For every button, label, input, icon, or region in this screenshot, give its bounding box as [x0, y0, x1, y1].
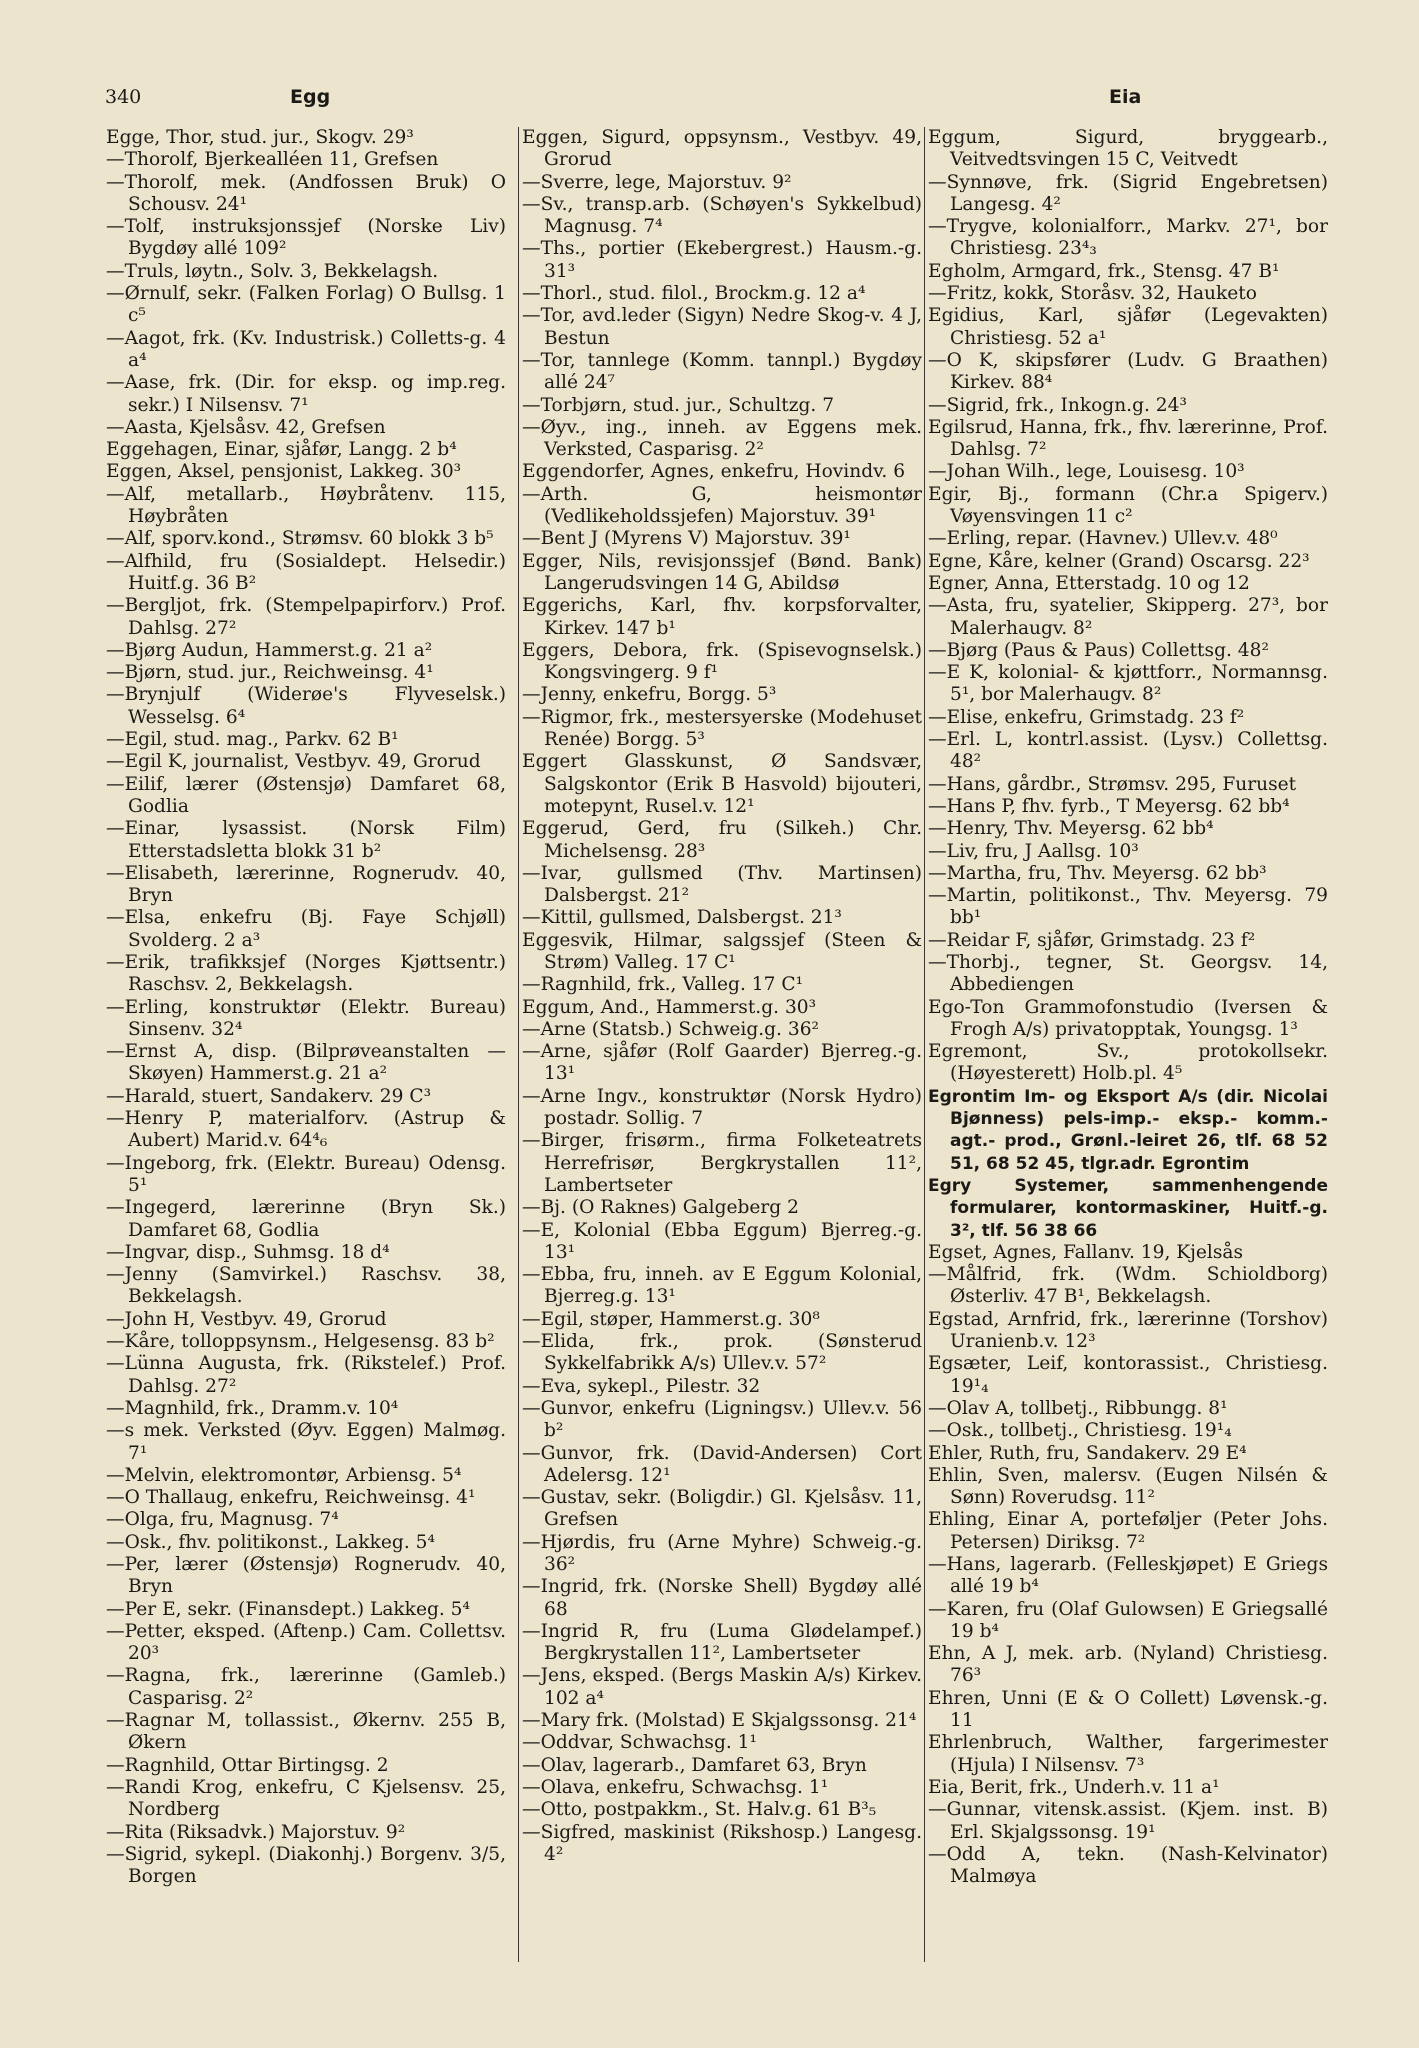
- directory-entry: —Olav A, tollbetj., Ribbungg. 8¹: [928, 1397, 1228, 1419]
- directory-entry: —Tolf, instruksjonssjef (Norske Liv) Bygdøy allé 109²: [106, 216, 506, 260]
- directory-entry: —Ivar, gullsmed (Thv. Martinsen) Dalsbergst. 21²: [522, 862, 922, 907]
- directory-entry: —Målfrid, frk. (Wdm. Schioldborg) Østerliv. 47 B¹, Bekkelagsh.: [928, 1264, 1328, 1308]
- directory-entry: Eggesvik, Hilmar, salgssjef (Steen & Strøm) Valleg. 17 C¹: [522, 929, 922, 973]
- directory-entry: —Gunnar, vitensk.assist. (Kjem. inst. B) Erl. Skjalgssonsg. 19¹: [928, 1799, 1328, 1843]
- directory-entry: Egger, Nils, revisjonssjef (Bønd. Bank) Langerudsvingen 14 G, Abildsø: [522, 550, 922, 594]
- column-3: [924, 127, 1328, 1962]
- directory-entry: —Eva, sykepl., Pilestr. 32: [522, 1375, 761, 1397]
- directory-entry: —Osk., fhv. politikonst., Lakkeg. 5⁴: [106, 1531, 435, 1553]
- directory-entry: —Hjørdis, fru (Arne Myhre) Schweig.-g. 36²: [522, 1531, 922, 1575]
- directory-entry: Egir, Bj., formann (Chr.a Spigerv.) Vøyensvingen 11 c²: [928, 483, 1328, 528]
- directory-entry: —Rita (Riksadvk.) Majorstuv. 9²: [106, 1821, 406, 1843]
- directory-entry: —Einar, lysassist. (Norsk Film) Etterstadsletta blokk 31 b²: [106, 818, 506, 862]
- directory-entry: —Ingrid R, fru (Luma Glødelampef.) Bergkrystallen 11², Lambertseter: [522, 1620, 922, 1665]
- directory-entry: —O Thallaug, enkefru, Reichweinsg. 4¹: [106, 1487, 476, 1509]
- directory-entry: —Ørnulf, sekr. (Falken Forlag) O Bullsg. 1 c⁵: [106, 283, 506, 327]
- column-2: [518, 127, 922, 1962]
- directory-entry: Egstad, Arnfrid, frk., lærerinne (Torshov) Uranienb.v. 12³: [928, 1308, 1328, 1353]
- directory-entry: —Arne (Statsb.) Schweig.g. 36²: [522, 1018, 819, 1040]
- directory-entry: —Per E, sekr. (Finansdept.) Lakkeg. 5⁴: [106, 1598, 470, 1620]
- directory-entry: —E K, kolonial- & kjøttforr., Normannsg. 5¹, bor Malerhaugv. 8²: [928, 662, 1328, 706]
- directory-entry: —Elsa, enkefru (Bj. Faye Schjøll) Svolderg. 2 a³: [106, 907, 506, 951]
- directory-entry: —Hans P, fhv. fyrb., T Meyersg. 62 bb⁴: [928, 795, 1290, 817]
- directory-entry: —Ingrid, frk. (Norske Shell) Bygdøy allé 68: [522, 1576, 922, 1620]
- directory-entry: —Bjørn, stud. jur., Reichweinsg. 4¹: [106, 662, 434, 684]
- directory-entry: —Reidar F, sjåfør, Grimstadg. 23 f²: [928, 929, 1256, 951]
- directory-entry: Eggehagen, Einar, sjåfør, Langg. 2 b⁴: [106, 439, 457, 461]
- directory-entry: Egholm, Armgard, frk., Stensg. 47 B¹: [928, 260, 1280, 282]
- directory-entry: —Egil, støper, Hammerst.g. 30⁸: [522, 1308, 820, 1330]
- directory-entry: Egner, Anna, Etterstadg. 10 og 12: [928, 572, 1250, 594]
- directory-entry: —Ingvar, disp., Suhmsg. 18 d⁴: [106, 1241, 390, 1263]
- directory-entry: Egset, Agnes, Fallanv. 19, Kjelsås: [928, 1241, 1244, 1263]
- directory-entry: Egidius, Karl, sjåfør (Legevakten) Christiesg. 52 a¹: [928, 305, 1328, 349]
- directory-entry: —Gustav, sekr. (Boligdir.) Gl. Kjelsåsv. 11, Grefsen: [522, 1487, 922, 1531]
- directory-entry: —Hans, gårdbr., Strømsv. 295, Furuset: [928, 773, 1297, 795]
- directory-entry: —Kåre, tolloppsynsm., Helgesensg. 83 b²: [106, 1331, 495, 1353]
- directory-entry: —Martha, fru, Thv. Meyersg. 62 bb³: [928, 862, 1267, 884]
- directory-entry: —Sverre, lege, Majorstuv. 9²: [522, 171, 792, 193]
- directory-entry: —Sigrid, frk., Inkogn.g. 24³: [928, 394, 1187, 416]
- directory-entry: —Melvin, elektromontør, Arbiensg. 5⁴: [106, 1464, 462, 1486]
- directory-entry: —Ragna, frk., lærerinne (Gamleb.) Casparisg. 2²: [106, 1665, 506, 1709]
- page-header: [105, 86, 1384, 114]
- directory-entry: —Mary frk. (Molstad) E Skjalgssonsg. 21⁴: [522, 1710, 917, 1732]
- directory-entry: Egrontim Im- og Eksport A/s (dir. Nicolai Bjønness) pels-imp.- eksp.- komm.- agt.- prod., Grønl.-leiret 26, tlf. 68 52 51, 68 52 45, tlgr.adr. Egrontim: [928, 1086, 1328, 1174]
- directory-entry: —Ingeborg, frk. (Elektr. Bureau) Odensg. 5¹: [106, 1152, 506, 1196]
- directory-entry: —Arth. G, heismontør (Vedlikeholdssjefen) Majorstuv. 39¹: [522, 483, 922, 528]
- directory-entry: —Erl. L, kontrl.assist. (Lysv.) Collettsg. 48²: [928, 729, 1328, 773]
- directory-entry: —Arne, sjåfør (Rolf Gaarder) Bjerreg.-g. 13¹: [522, 1041, 922, 1085]
- directory-entry: —O K, skipsfører (Ludv. G Braathen) Kirkev. 88⁴: [928, 349, 1328, 394]
- directory-entry: —Sv., transp.arb. (Schøyen's Sykkelbud) Magnusg. 7⁴: [522, 193, 922, 238]
- directory-entry: —Elise, enkefru, Grimstadg. 23 f²: [928, 706, 1245, 728]
- directory-entry: —Magnhild, frk., Dramm.v. 10⁴: [106, 1397, 399, 1419]
- directory-entry: —Trygve, kolonialforr., Markv. 27¹, bor Christiesg. 23⁴₃: [928, 216, 1328, 260]
- directory-entry: Egne, Kåre, kelner (Grand) Oscarsg. 22³: [928, 550, 1310, 572]
- directory-entry: Eia, Berit, frk., Underh.v. 11 a¹: [928, 1776, 1220, 1798]
- directory-entry: Eggert Glasskunst, Ø Sandsvær, Salgskontor (Erik B Hasvold) bijouteri, motepynt, Rusel.v. 12¹: [522, 751, 922, 817]
- directory-entry: Egge, Thor, stud. jur., Skogv. 29³: [106, 127, 414, 148]
- directory-entry: —Gunvor, frk. (David-Andersen) Cort Adelersg. 12¹: [522, 1442, 922, 1486]
- directory-entry: —Alfhild, fru (Sosialdept. Helsedir.) Huitf.g. 36 B²: [106, 550, 506, 594]
- directory-entry: —Martin, politikonst., Thv. Meyersg. 79 bb¹: [928, 885, 1328, 929]
- directory-entry: Eggerichs, Karl, fhv. korpsforvalter, Kirkev. 147 b¹: [522, 595, 922, 639]
- directory-entry: —Ths., portier (Ekebergrest.) Hausm.-g. 31³: [522, 238, 922, 282]
- directory-entry: Eggendorfer, Agnes, enkefru, Hovindv. 6: [522, 461, 906, 483]
- directory-entry: Eggen, Sigurd, oppsynsm., Vestbyv. 49, Grorud: [522, 127, 922, 171]
- directory-entry: —Erling, konstruktør (Elektr. Bureau) Sinsenv. 32⁴: [106, 996, 506, 1040]
- directory-entry: —Tor, avd.leder (Sigyn) Nedre Skog-v. 4 J, Bestun: [522, 305, 922, 349]
- directory-entry: —Alf, sporv.kond., Strømsv. 60 blokk 3 b⁵: [106, 528, 494, 550]
- directory-entry: —E, Kolonial (Ebba Eggum) Bjerreg.-g. 13¹: [522, 1219, 922, 1263]
- directory-entry: —Bjørg (Paus & Paus) Collettsg. 48²: [928, 639, 1269, 661]
- directory-entry: —Arne Ingv., konstruktør (Norsk Hydro) postadr. Sollig. 7: [522, 1085, 922, 1130]
- directory-entry: Eggum, And., Hammerst.g. 30³: [522, 996, 817, 1018]
- directory-entry: —Otto, postpakkm., St. Halv.g. 61 B³₅: [522, 1799, 877, 1821]
- directory-entry: Eggum, Sigurd, bryggearb., Veitvedtsvingen 15 C, Veitvedt: [928, 127, 1328, 171]
- directory-entry: —s mek. Verksted (Øyv. Eggen) Malmøg. 7¹: [106, 1420, 506, 1464]
- directory-entry: —Liv, fru, J Aallsg. 10³: [928, 840, 1139, 862]
- directory-entry: —Olav, lagerarb., Damfaret 63, Bryn: [522, 1754, 867, 1776]
- directory-entry: —Ernst A, disp. (Bilprøveanstalten — Skøyen) Hammerst.g. 21 a²: [106, 1041, 506, 1085]
- directory-entry: —Per, lærer (Østensjø) Rognerudv. 40, Bryn: [106, 1554, 506, 1598]
- directory-entry: Egilsrud, Hanna, frk., fhv. lærerinne, Prof. Dahlsg. 7²: [928, 416, 1328, 461]
- directory-entry: —Fritz, kokk, Storåsv. 32, Hauketo: [928, 283, 1257, 305]
- directory-entry: Eggen, Aksel, pensjonist, Lakkeg. 30³: [106, 461, 462, 483]
- directory-entry: —Egil, stud. mag., Parkv. 62 B¹: [106, 729, 399, 751]
- directory-entry: —Aagot, frk. (Kv. Industrisk.) Colletts-g. 4 a⁴: [106, 327, 506, 371]
- directory-entry: —Elisabeth, lærerinne, Rognerudv. 40, Bryn: [106, 862, 506, 907]
- directory-entry: —Sigfred, maskinist (Rikshosp.) Langesg. 4²: [522, 1821, 922, 1865]
- directory-entry: —Ragnhild, frk., Valleg. 17 C¹: [522, 974, 804, 996]
- directory-entry: —Ragnar M, tollassist., Økernv. 255 B, Økern: [106, 1710, 506, 1754]
- directory-entry: Egry Systemer, sammenhengende formularer, kontormaskiner, Huitf.-g. 3², tlf. 56 38 66: [928, 1175, 1328, 1241]
- directory-entry: —Brynjulf (Widerøe's Flyveselsk.) Wesselsg. 6⁴: [106, 684, 506, 728]
- directory-entry: —Øyv., ing., inneh. av Eggens mek. Verksted, Casparisg. 2²: [522, 416, 922, 461]
- header-guide-word-left: Egg: [290, 86, 331, 108]
- page-number: 340: [105, 86, 142, 108]
- directory-entry: —Thorolf, mek. (Andfossen Bruk) O Schousv. 24¹: [106, 171, 506, 215]
- directory-entry: Ehler, Ruth, fru, Sandakerv. 29 E⁴: [928, 1442, 1247, 1464]
- directory-entry: —Thorbj., tegner, St. Georgsv. 14, Abbediengen: [928, 951, 1328, 996]
- directory-entry: —Torbjørn, stud. jur., Schultzg. 7: [522, 394, 835, 416]
- directory-entry: —Alf, metallarb., Høybråtenv. 115, Høybråten: [106, 483, 506, 528]
- directory-entry: —Sigrid, sykepl. (Diakonhj.) Borgenv. 3/5, Borgen: [106, 1843, 506, 1888]
- directory-entry: —Bergljot, frk. (Stempelpapirforv.) Prof. Dahlsg. 27²: [106, 595, 506, 639]
- directory-entry: —Olava, enkefru, Schwachsg. 1¹: [522, 1776, 829, 1798]
- directory-entry: —Aase, frk. (Dir. for eksp. og imp.reg. sekr.) I Nilsensv. 7¹: [106, 372, 506, 416]
- directory-entry: —Jenny (Samvirkel.) Raschsv. 38, Bekkelagsh.: [106, 1264, 506, 1308]
- directory-entry: —Karen, fru (Olaf Gulowsen) E Griegsallé 19 b⁴: [928, 1598, 1328, 1642]
- directory-entry: —Synnøve, frk. (Sigrid Engebretsen) Langesg. 4²: [928, 171, 1328, 215]
- directory-entry: —Birger, frisørm., firma Folketeatrets Herrefrisør, Bergkrystallen 11², Lambertseter: [522, 1130, 922, 1196]
- directory-entry: —Lünna Augusta, frk. (Rikstelef.) Prof. Dahlsg. 27²: [106, 1353, 506, 1397]
- directory-entry: —Kittil, gullsmed, Dalsbergst. 21³: [522, 907, 842, 929]
- directory-entry: —Thorl., stud. filol., Brockm.g. 12 a⁴: [522, 283, 866, 305]
- directory-entry: —Eilif, lærer (Østensjø) Damfaret 68, Godlia: [106, 773, 506, 817]
- directory-entry: —John H, Vestbyv. 49, Grorud: [106, 1308, 387, 1330]
- directory-entry: Ehlin, Sven, malersv. (Eugen Nilsén & Sønn) Roverudsg. 11²: [928, 1464, 1328, 1509]
- directory-entry: Ego-Ton Grammofonstudio (Iversen & Frogh A/s) privatopptak, Youngsg. 1³: [928, 996, 1328, 1040]
- directory-entry: Egremont, Sv., protokollsekr. (Høyesterett) Holb.pl. 4⁵: [928, 1041, 1328, 1085]
- directory-entry: —Henry P, materialforv. (Astrup & Aubert) Marid.v. 64⁴₆: [106, 1108, 506, 1152]
- directory-entry: Eggers, Debora, frk. (Spisevognselsk.) Kongsvingerg. 9 f¹: [522, 639, 922, 684]
- directory-entry: —Ingegerd, lærerinne (Bryn Sk.) Damfaret 68, Godlia: [106, 1197, 506, 1241]
- directory-entry: —Erling, repar. (Havnev.) Ullev.v. 48⁰: [928, 528, 1278, 550]
- directory-entry: —Asta, fru, syatelier, Skipperg. 27³, bor Malerhaugv. 8²: [928, 595, 1328, 639]
- directory-entry: —Jenny, enkefru, Borgg. 5³: [522, 684, 777, 706]
- directory-entry: —Aasta, Kjelsåsv. 42, Grefsen: [106, 416, 386, 438]
- directory-entry: Egsæter, Leif, kontorassist., Christiesg. 19¹₄: [928, 1353, 1328, 1397]
- directory-entry: —Elida, frk., prok. (Sønsterud Sykkelfabrikk A/s) Ullev.v. 57²: [522, 1331, 922, 1375]
- directory-entry: —Bj. (O Raknes) Galgeberg 2: [522, 1197, 799, 1219]
- directory-entry: —Rigmor, frk., mestersyerske (Modehuset Renée) Borgg. 5³: [522, 706, 922, 751]
- directory-entry: Ehn, A J, mek. arb. (Nyland) Christiesg. 76³: [928, 1643, 1328, 1687]
- directory-entry: —Bjørg Audun, Hammerst.g. 21 a²: [106, 639, 433, 661]
- directory-entry: —Oddvar, Schwachsg. 1¹: [522, 1732, 757, 1754]
- directory-entry: —Osk., tollbetj., Christiesg. 19¹₄: [928, 1420, 1232, 1442]
- directory-entry: Eggerud, Gerd, fru (Silkeh.) Chr. Michelsensg. 28³: [522, 818, 922, 862]
- directory-entry: —Henry, Thv. Meyersg. 62 bb⁴: [928, 818, 1214, 840]
- directory-entry: —Johan Wilh., lege, Louisesg. 10³: [928, 461, 1245, 483]
- directory-entry: Ehrlenbruch, Walther, fargerimester (Hjula) I Nilsensv. 7³: [928, 1732, 1328, 1776]
- directory-entry: —Odd A, tekn. (Nash-Kelvinator) Malmøya: [928, 1843, 1328, 1888]
- directory-entry: —Gunvor, enkefru (Ligningsv.) Ullev.v. 56 b²: [522, 1397, 922, 1442]
- directory-entry: —Olga, fru, Magnusg. 7⁴: [106, 1509, 339, 1531]
- directory-entry: —Erik, trafikksjef (Norges Kjøttsentr.) Raschsv. 2, Bekkelagsh.: [106, 951, 506, 996]
- directory-entry: Ehren, Unni (E & O Collett) Løvensk.-g. 11: [928, 1687, 1328, 1732]
- directory-entry: —Ragnhild, Ottar Birtingsg. 2: [106, 1754, 389, 1776]
- directory-entry: —Thorolf, Bjerkealléen 11, Grefsen: [106, 149, 439, 171]
- directory-entry: —Bent J (Myrens V) Majorstuv. 39¹: [522, 528, 851, 550]
- directory-entry: Ehling, Einar A, porteføljer (Peter Johs. Petersen) Diriksg. 7²: [928, 1509, 1328, 1553]
- directory-entry: —Jens, eksped. (Bergs Maskin A/s) Kirkev. 102 a⁴: [522, 1665, 922, 1709]
- directory-entry: —Randi Krog, enkefru, C Kjelsensv. 25, Nordberg: [106, 1776, 506, 1821]
- directory-entry: —Hans, lagerarb. (Felleskjøpet) E Griegs allé 19 b⁴: [928, 1554, 1328, 1598]
- directory-entry: —Egil K, journalist, Vestbyv. 49, Grorud: [106, 751, 481, 773]
- directory-entry: —Harald, stuert, Sandakerv. 29 C³: [106, 1085, 432, 1107]
- header-guide-word-right: Eia: [1109, 86, 1142, 108]
- directory-entry: —Ebba, fru, inneh. av E Eggum Kolonial, Bjerreg.g. 13¹: [522, 1264, 922, 1308]
- directory-entry: —Truls, løytn., Solv. 3, Bekkelagsh.: [106, 260, 439, 282]
- column-1: [106, 127, 506, 1888]
- directory-entry: —Tor, tannlege (Komm. tannpl.) Bygdøy allé 24⁷: [522, 349, 922, 394]
- directory-entry: —Petter, eksped. (Aftenp.) Cam. Collettsv. 20³: [106, 1620, 506, 1665]
